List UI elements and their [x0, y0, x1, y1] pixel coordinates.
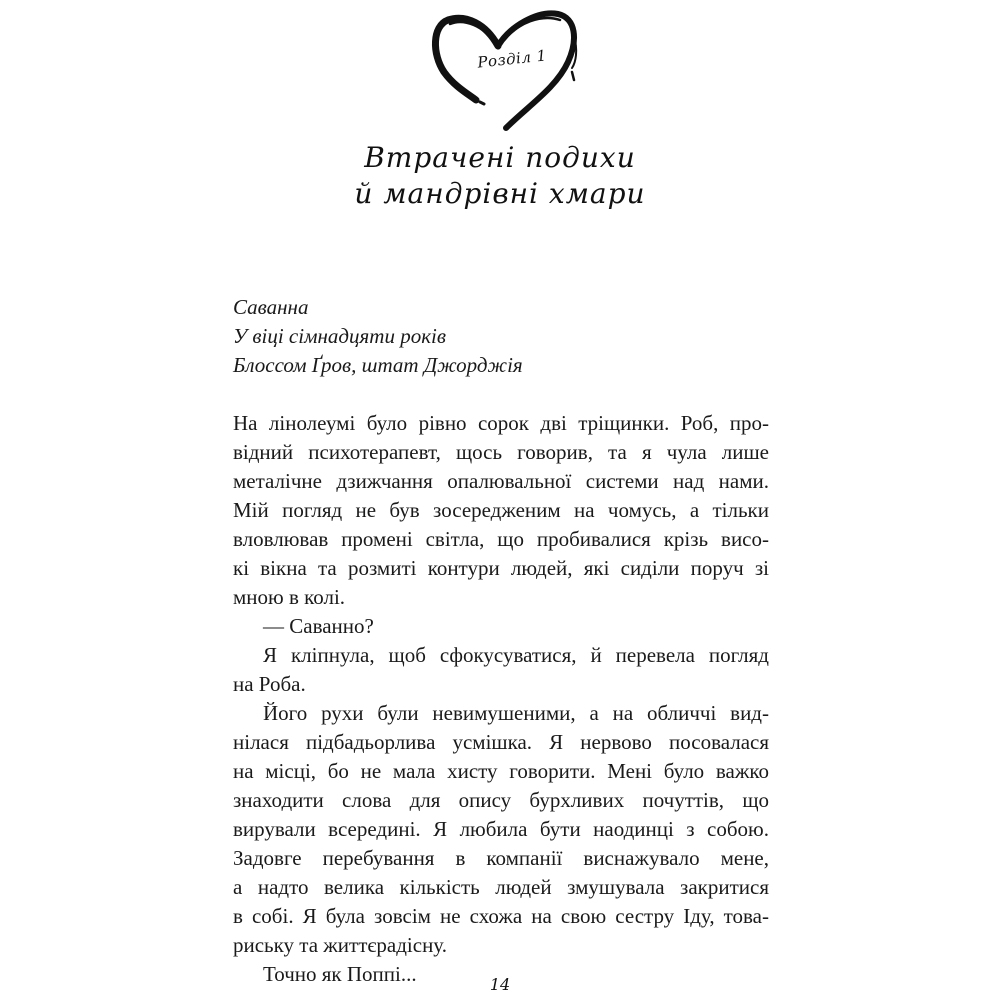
dialogue-line: — Саванно?: [263, 614, 374, 638]
page-number: 14: [489, 975, 511, 994]
text-line: металічне дзижчання опалювальної системи над нами.: [233, 469, 769, 493]
heart-icon: [428, 6, 583, 134]
text-line: вловлював промені світла, що пробивалися крізь висо-: [233, 527, 769, 551]
chapter-title-line: й мандрівні хмари: [354, 177, 646, 210]
text-line: відний психотерапевт, щось говорив, та я чула лише: [233, 440, 769, 464]
text-line: Його рухи були невимушеними, а на обличчі вид-: [263, 701, 769, 725]
narrator-name: Саванна: [233, 295, 309, 319]
text-line: Я кліпнула, щоб сфокусуватися, й перевела погляд: [263, 643, 769, 667]
text-line: Задовге перебування в компанії виснажувало мене,: [233, 846, 769, 870]
chapter-title: [300, 140, 700, 212]
text-line: в собі. Я була зовсім не схожа на свою сестру Іду, това-: [233, 904, 769, 928]
text-line: нілася підбадьорлива усмішка. Я нервово посовалася: [233, 730, 769, 754]
text-line: Точно як Поппі...: [263, 962, 417, 986]
chapter-meta: [233, 293, 773, 380]
text-line: кі вікна та розмиті контури людей, які сиділи поруч зі: [233, 556, 769, 580]
text-line: на Роба.: [233, 672, 306, 696]
chapter-title-line: Втрачені подихи: [364, 141, 636, 174]
chapter-label: Розділ 1: [476, 46, 548, 72]
text-line: знаходити слова для опису бурхливих почуттів, що: [233, 788, 769, 812]
narrator-age: У віці сімнадцяти років: [233, 324, 446, 348]
text-line: риську та життєрадісну.: [233, 933, 447, 957]
text-line: вирували всередині. Я любила бути наодинці з собою.: [233, 817, 769, 841]
location: Блоссом Ґров, штат Джорджія: [233, 353, 523, 377]
body-text: [233, 409, 769, 989]
text-line: Мій погляд не був зосередженим на чомусь, а тільки: [233, 498, 769, 522]
text-line: а надто велика кількість людей змушувала закритися: [233, 875, 769, 899]
text-line: мною в колі.: [233, 585, 346, 609]
text-line: на місці, бо не мала хисту говорити. Мені було важко: [233, 759, 769, 783]
text-line: На лінолеумі було рівно сорок дві тріщинки. Роб, про-: [233, 411, 769, 435]
